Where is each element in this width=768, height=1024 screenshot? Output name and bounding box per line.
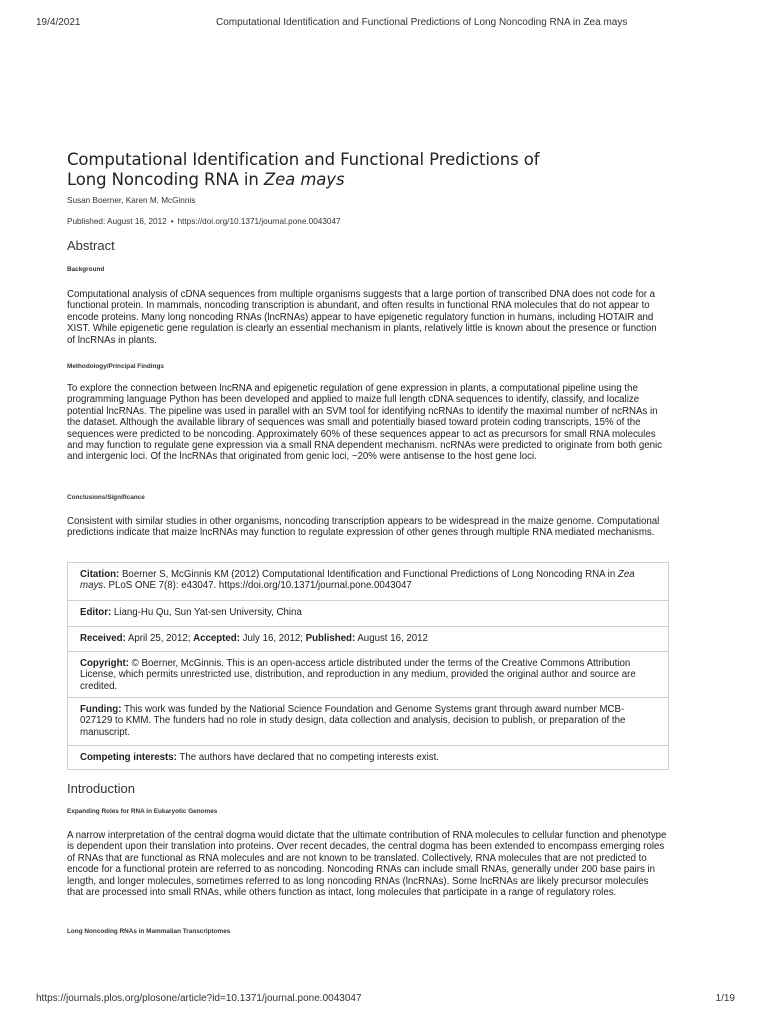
accepted-label: Accepted: [193,633,240,644]
copyright-row [68,651,668,697]
conclusions-subheading: Conclusions/Significance [67,494,145,501]
print-date: 19/4/2021 [36,17,81,28]
methods-subheading: Methodology/Principal Findings [67,363,164,370]
dates-row [68,626,668,651]
accepted-text: July 16, 2012; [239,633,306,644]
received-text: April 25, 2012; [125,633,194,644]
article-title-species: Zea mays [263,170,345,189]
conclusions-paragraph: Consistent with similar studies in other organisms, noncoding transcription appears to be widespread in the maize genome. Computational predictions indicate that maize lncRNAs may function to regulate expression of other genes through multiple RNA mediated mechanisms. [67,516,660,539]
editor-row [68,600,668,626]
article-title-block [67,150,667,190]
published-date: Published: August 16, 2012 [67,217,167,226]
funding-label: Funding: [80,704,122,715]
footer-url[interactable]: https://journals.plos.org/plosone/article?id=10.1371/journal.pone.0043047 [36,993,362,1004]
doi-link[interactable]: https://doi.org/10.1371/journal.pone.0043047 [177,217,341,226]
competing-label: Competing interests: [80,752,177,763]
copyright-text: © Boerner, McGinnis. This is an open-access article distributed under the terms of the Creative Commons Attribution License, which permits unrestricted use, distribution, and reproduction in any medium, provided the original author and source are credited. [80,658,636,692]
background-subheading: Background [67,266,105,273]
published-text: August 16, 2012 [355,633,428,644]
citation-label: Citation: [80,569,120,580]
intro-paragraph-1: A narrow interpretation of the central dogma would dictate that the ultimate contribution of RNA molecules to cellular function and phenotype is dependent upon their translation into proteins. Over recent decades, the central dogma has been extended to encompass emerging roles of RNAs that are functional as RNA molecules and are not known to be translated. Collectively, RNA molecules that are not predicted to encode for a functional protein are referred to as noncoding. Noncoding RNAs can include small RNAs, generally under 200 base pairs in length, and longer molecules, sometimes referred to as long noncoding RNAs (lncRNAs). Some lncRNAs are likely precursor molecules that are processed into small RNAs, while others function as intact, long molecules that participate in a range of regulatory roles. [67,830,667,899]
intro-subheading-1: Expanding Roles for RNA in Eukaryotic Genomes [67,808,218,815]
editor-text: Liang-Hu Qu, Sun Yat-sen University, China [111,607,302,618]
print-header-title: Computational Identification and Functional Predictions of Long Noncoding RNA in Zea mays [216,17,628,28]
citation-row [68,563,668,600]
bullet-separator: • [170,217,174,226]
footer-page-number: 1/19 [715,993,735,1004]
funding-row [68,697,668,745]
competing-text: The authors have declared that no competing interests exist. [176,752,439,763]
article-info-box [67,562,669,770]
editor-label: Editor: [80,607,112,618]
intro-subheading-2: Long Noncoding RNAs in Mammalian Transcriptomes [67,928,231,935]
author-list[interactable]: Susan Boerner, Karen M. McGinnis [67,196,196,205]
citation-text: Boerner S, McGinnis KM (2012) Computational Identification and Functional Predictions of Long Noncoding RNA in [119,569,618,580]
competing-interests-row [68,745,668,770]
received-label: Received: [80,633,126,644]
citation-species: Zea mays [80,569,635,592]
introduction-heading: Introduction [67,781,135,796]
abstract-heading: Abstract [67,238,115,253]
article-title-line2: Long Noncoding RNA in [67,170,264,189]
copyright-label: Copyright: [80,658,129,669]
citation-text-end: . PLoS ONE 7(8): e43047. https://doi.org/10.1371/journal.pone.0043047 [103,580,412,592]
methods-paragraph: To explore the connection between lncRNA and epigenetic regulation of gene expression in plants, a computational pipeline using the programming language Python has been developed and applied to maize full length cDNA sequences to identify, classify, and localize potential lncRNAs. The pipeline was used in parallel with an SVM tool for identifying ncRNAs to identify the maximal number of ncRNAs in the dataset. Although the available library of sequences was small and potentially biased toward protein coding transcripts, 15% of the sequences were predicted to be noncoding. Approximately 60% of these sequences appear to act as precursors for small RNA molecules and may function to regulate gene expression via a small RNA dependent mechanism. ncRNAs were predicted to originate from both genic and intergenic loci. Of the lncRNAs that originated from genic loci, ~20% were antisense to the host gene loci. [67,383,663,463]
publication-line [67,217,341,226]
background-paragraph: Computational analysis of cDNA sequences from multiple organisms suggests that a large portion of transcribed DNA does not code for a functional protein. In mammals, noncoding transcription is abundant, and often results in functional RNA molecules that do not appear to encode proteins. Many long noncoding RNAs (lncRNAs) appear to have epigenetic regulatory function in humans, including HOTAIR and XIST. While epigenetic gene regulation is clearly an essential mechanism in plants, relatively little is known about the presence or function of lncRNAs in plants. [67,289,657,346]
article-title [67,150,667,190]
funding-text: This work was funded by the National Science Foundation and Genome Systems grant through award number MCB-027129 to KMM. The funders had no role in study design, data collection and analysis, decision to publish, or preparation of the manuscript. [80,704,626,738]
published-label: Published: [305,633,356,644]
article-title-line1: Computational Identification and Functional Predictions of [67,150,540,169]
